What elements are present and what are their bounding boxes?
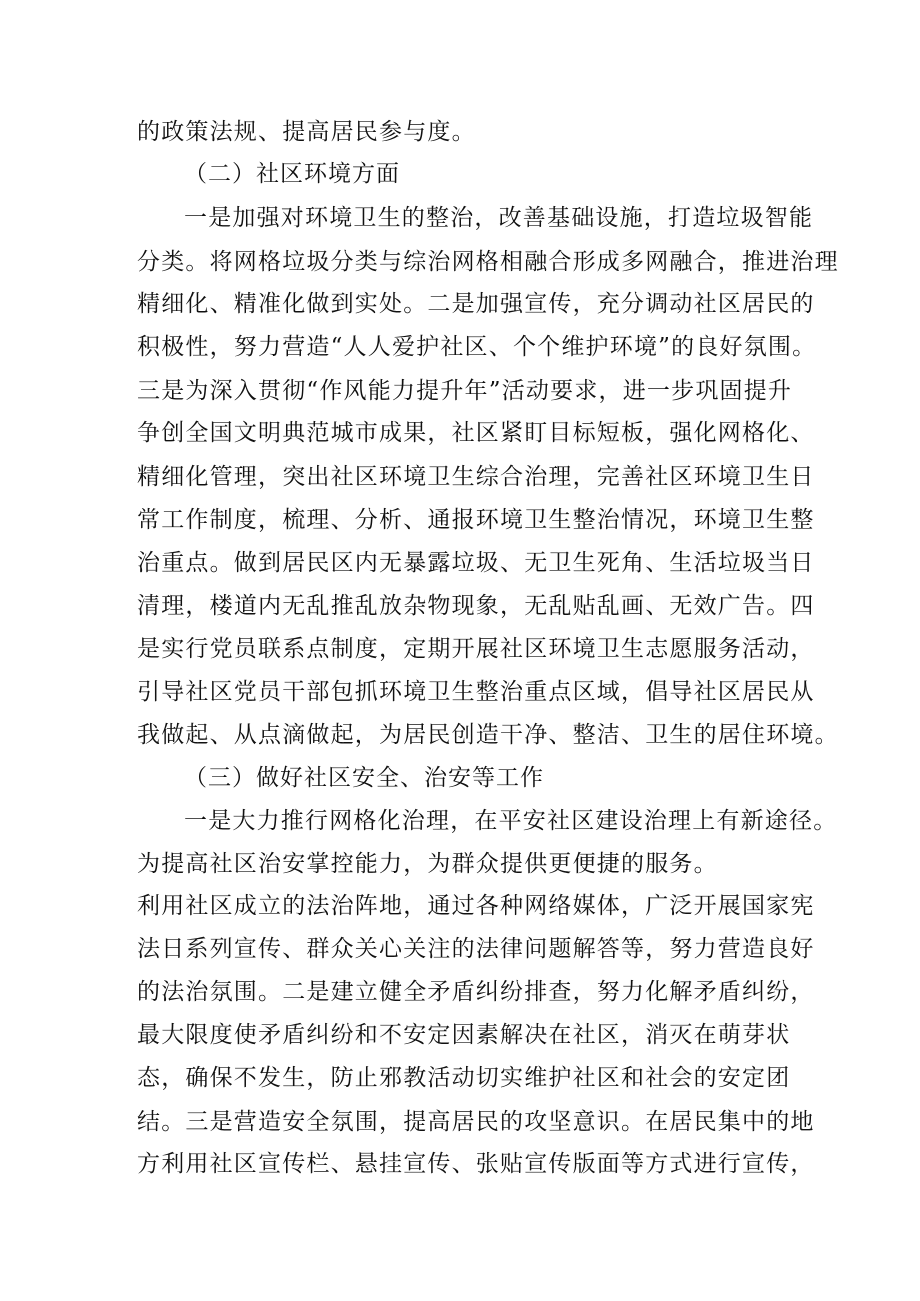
text-line-22: 最大限度使矛盾纠纷和不安定因素解决在社区，消灭在萌芽状 (137, 1022, 791, 1048)
text-line-6: 积极性，努力营造“人人爱护社区、个个维护环境”的良好氛围。 (137, 334, 817, 360)
text-line-20: 法日系列宣传、群众关心关注的法律问题解答等，努力营造良好 (137, 936, 815, 962)
section-heading-2: （二）社区环境方面 (184, 161, 400, 187)
text-line-8: 争创全国文明典范城市成果，社区紧盯目标短板，强化网格化、 (137, 420, 815, 446)
text-line-4: 分类。将网格垃圾分类与综治网格相融合形成多网融合，推进治理 (137, 249, 839, 275)
text-line-1: 的政策法规、提高居民参与度。 (137, 119, 476, 145)
text-line-3: 一是加强对环境卫生的整治，改善基础设施，打造垃圾智能 (184, 205, 814, 231)
text-line-13: 是实行党员联系点制度，定期开展社区环境卫生志愿服务活动， (137, 636, 815, 662)
text-line-5: 精细化、精准化做到实处。二是加强宣传，充分调动社区居民的 (137, 291, 815, 317)
section-heading-3: （三）做好社区安全、治安等工作 (184, 765, 544, 791)
text-line-21: 的法治氛围。二是建立健全矛盾纠纷排查，努力化解矛盾纠纷， (137, 979, 815, 1005)
text-line-11: 治重点。做到居民区内无暴露垃圾、无卫生死角、生活垃圾当日 (137, 550, 815, 576)
text-line-19: 利用社区成立的法治阵地，通过各种网络媒体，广泛开展国家宪 (137, 893, 815, 919)
text-line-23: 态，确保不发生，防止邪教活动切实维护社区和社会的安定团 (137, 1065, 791, 1091)
text-line-12: 清理，楼道内无乱推乱放杂物现象，无乱贴乱画、无效广告。四 (137, 593, 815, 619)
text-line-10: 常工作制度，梳理、分析、通报环境卫生整治情况，环境卫生整 (137, 507, 815, 533)
text-line-15: 我做起、从点滴做起，为居民创造干净、整洁、卫生的居住环境。 (137, 722, 839, 748)
text-line-9: 精细化管理，突出社区环境卫生综合治理，完善社区环境卫生日 (137, 464, 815, 490)
text-line-17: 一是大力推行网格化治理，在平安社区建设治理上有新途径。 (184, 808, 838, 834)
text-line-25: 方利用社区宣传栏、悬挂宣传、张贴宣传版面等方式进行宣传， (137, 1151, 815, 1177)
text-line-14: 引导社区党员干部包抓环境卫生整治重点区域，倡导社区居民从 (137, 679, 815, 705)
text-line-24: 结。三是营造安全氛围，提高居民的攻坚意识。在居民集中的地 (137, 1109, 815, 1135)
text-line-18: 为提高社区治安掌控能力，为群众提供更便捷的服务。 (137, 851, 718, 877)
text-line-7: 三是为深入贯彻“作风能力提升年”活动要求，进一步巩固提升 (137, 378, 793, 404)
